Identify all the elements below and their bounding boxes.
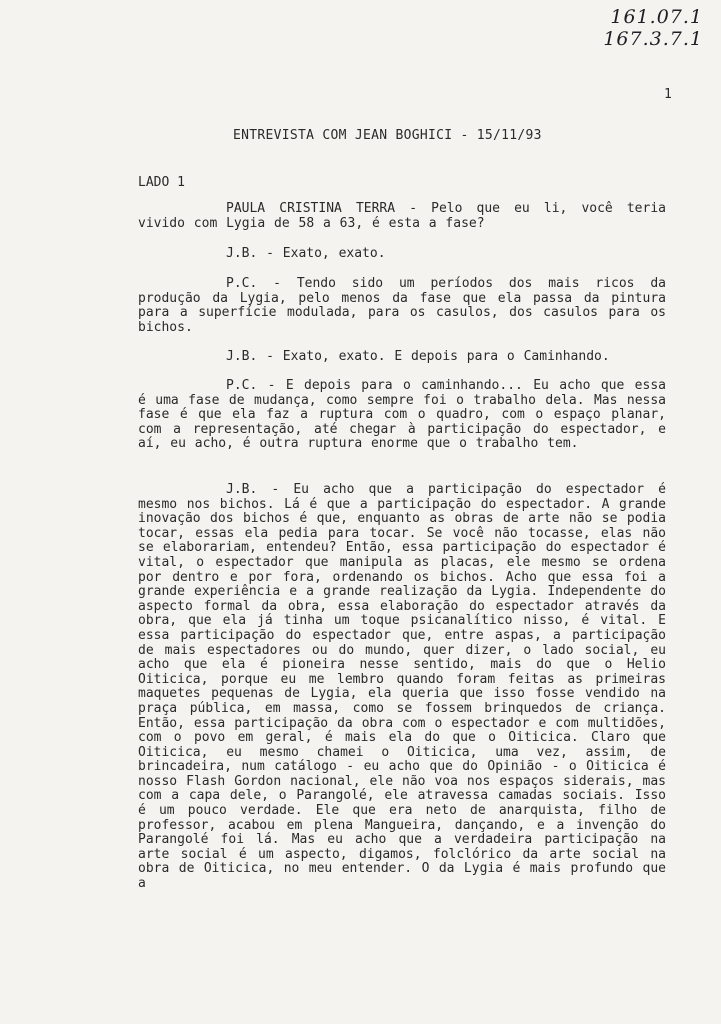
page-number: 1 [664,87,672,102]
paragraph-3: P.C. - Tendo sido um períodos dos mais ricos da produção da Lygia, pelo menos da fase que ela passa da pintura para a superfície modulada, para os casulos, dos casulos para os bichos. [138,276,666,335]
paragraph-1: PAULA CRISTINA TERRA - Pelo que eu li, você teria vivido com Lygia de 58 a 63, é esta a fase? [138,201,666,231]
section-label: LADO 1 [138,175,185,190]
archive-reference-line-2: 167.3.7.1 [603,28,703,50]
paragraph-4: J.B. - Exato, exato. E depois para o Caminhando. [226,349,610,364]
paragraph-5: P.C. - E depois para o caminhando... Eu acho que essa é uma fase de mudança, como sempre foi o trabalho dela. Mas nessa fase é que ela faz a ruptura com o quadro, com o espaço planar, com a representação, até chegar à participação do espectador, e aí, eu acho, é outra ruptura enorme que o trabalho tem. [138,378,666,452]
document-title: ENTREVISTA COM JEAN BOGHICI - 15/11/93 [233,128,542,143]
archive-reference-line-1: 161.07.1 [610,6,703,28]
paragraph-6: J.B. - Eu acho que a participação do espectador é mesmo nos bichos. Lá é que a participação do espectador. A grande inovação dos bichos é que, enquanto as obras de arte não se podia tocar, essas ela pedia para tocar. Se você não tocasse, elas não se elaborariam, entendeu? Então, essa participação do espectador é vital, o espectador que manipula as placas, ele mesmo se ordena por dentro e por fora, ordenando os bichos. Acho que essa foi a grande experiência e a grande realização da Lygia. Independente do aspecto formal da obra, essa elaboração do espectador através da obra, que ela já tinha um toque psicanalítico nisso, é vital. E essa participação do espectador que, entre aspas, a participação de mais espectadores ou do mundo, quer dizer, o lado social, eu acho que ela é pioneira nesse sentido, mais do que o Helio Oiticica, porque eu me lembro quando foram feitas as primeiras maquetes pequenas de Lygia, ela queria que isso fosse vendido na praça pública, em massa, como se fossem brinquedos de criança. Então, essa participação da obra com o espectador e com multidões, com o povo em geral, é mais ela do que o Oiticica. Claro que Oiticica, eu mesmo chamei o Oiticica, uma vez, assim, de brincadeira, num catálogo - eu acho que do Opinião - o Oiticica é nosso Flash Gordon nacional, ele não voa nos espaços siderais, mas com a capa dele, o Parangolé, ele atravessa camadas sociais. Isso é um pouco verdade. Ele que era neto de anarquista, filho de professor, acabou em plena Mangueira, dançando, e a invenção do Parangolé foi lá. Mas eu acho que a verdadeira participação na arte social é um aspecto, digamos, folclórico da arte social na obra de Oiticica, no meu entender. O da Lygia é mais profundo que a [138,482,666,892]
paragraph-2: J.B. - Exato, exato. [226,246,386,261]
